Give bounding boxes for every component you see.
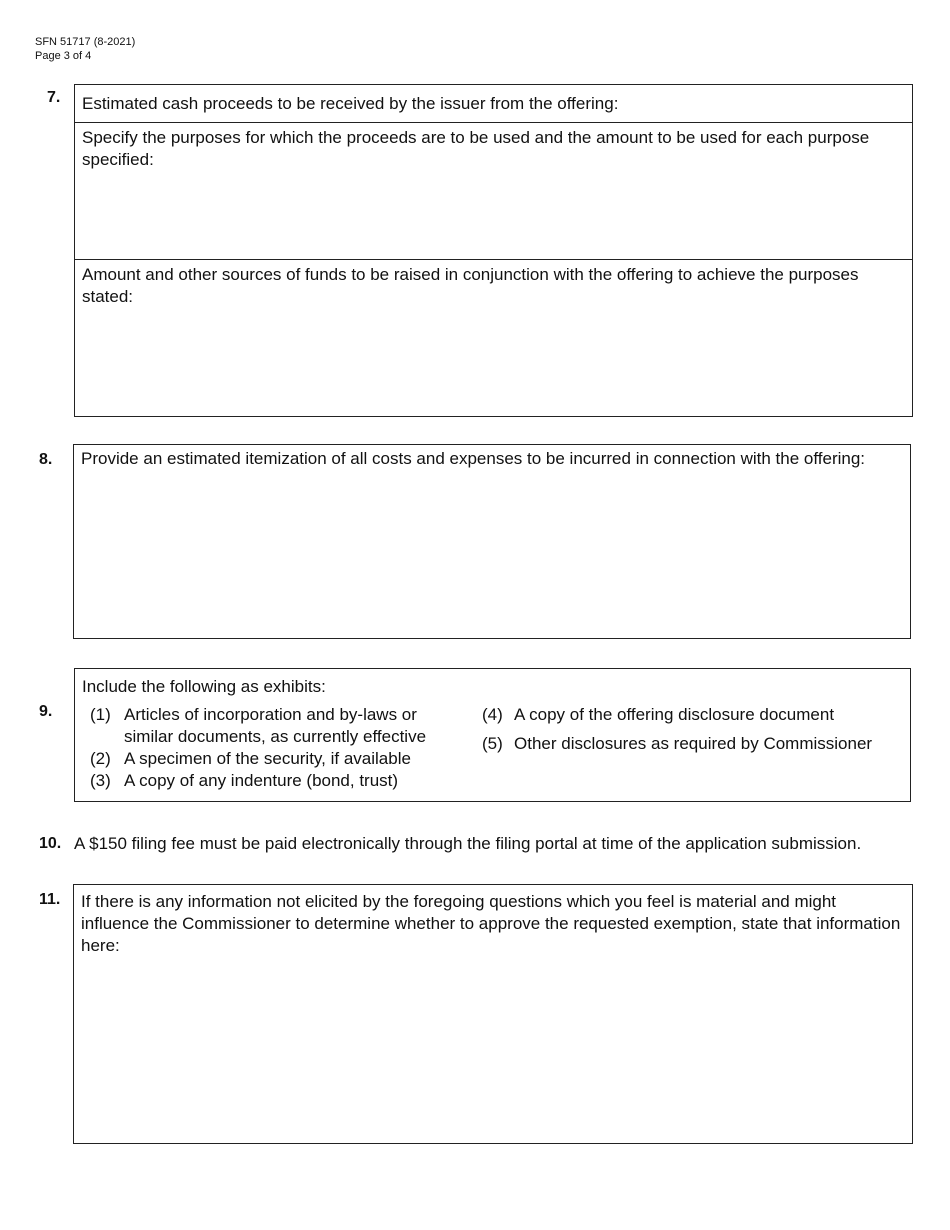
form-header [35, 35, 135, 63]
other-sources-field[interactable] [75, 259, 912, 417]
purposes-label: Specify the purposes for which the proceeds are to be used and the amount to be used for each purpose specified: [82, 128, 870, 169]
question-7-box [74, 84, 913, 417]
page-indicator: Page 3 of 4 [35, 50, 92, 62]
itemization-field[interactable] [73, 444, 911, 639]
exhibits-list-right [482, 704, 907, 755]
additional-information-field[interactable] [73, 884, 913, 1144]
exhibit-item-5: (5) Other disclosures as required by Commissioner [482, 734, 873, 753]
question-7-number: 7. [47, 89, 61, 106]
filing-fee-notice: A $150 filing fee must be paid electronically through the filing portal at time of the application submission. [74, 834, 862, 853]
question-10-number: 10. [39, 835, 62, 852]
exhibit-item-1: (1) Articles of incorporation and by-laws or similar documents, as currently effective [90, 705, 427, 746]
exhibits-intro: Include the following as exhibits: [82, 677, 326, 696]
additional-information-label: If there is any information not elicited by the foregoing questions which you feel is material and might influence the Commissioner to determine whether to approve the requested exemption, state that information here: [81, 892, 901, 955]
question-9-number: 9. [39, 703, 53, 720]
exhibit-item-4: (4) A copy of the offering disclosure document [482, 705, 835, 724]
purposes-field[interactable] [75, 122, 912, 259]
exhibits-box [74, 668, 911, 802]
other-sources-label: Amount and other sources of funds to be raised in conjunction with the offering to achieve the purposes stated: [82, 265, 859, 306]
proceeds-field[interactable] [75, 85, 912, 123]
exhibit-item-3: (3) A copy of any indenture (bond, trust) [90, 771, 399, 790]
question-8-number: 8. [39, 451, 53, 468]
exhibits-list-left [90, 704, 465, 792]
proceeds-label: Estimated cash proceeds to be received by the issuer from the offering: [82, 94, 619, 113]
question-11-number: 11. [39, 891, 61, 908]
itemization-label: Provide an estimated itemization of all costs and expenses to be incurred in connection with the offering: [81, 449, 866, 468]
form-id: SFN 51717 (8-2021) [35, 36, 136, 48]
exhibit-item-2: (2) A specimen of the security, if available [90, 749, 411, 768]
